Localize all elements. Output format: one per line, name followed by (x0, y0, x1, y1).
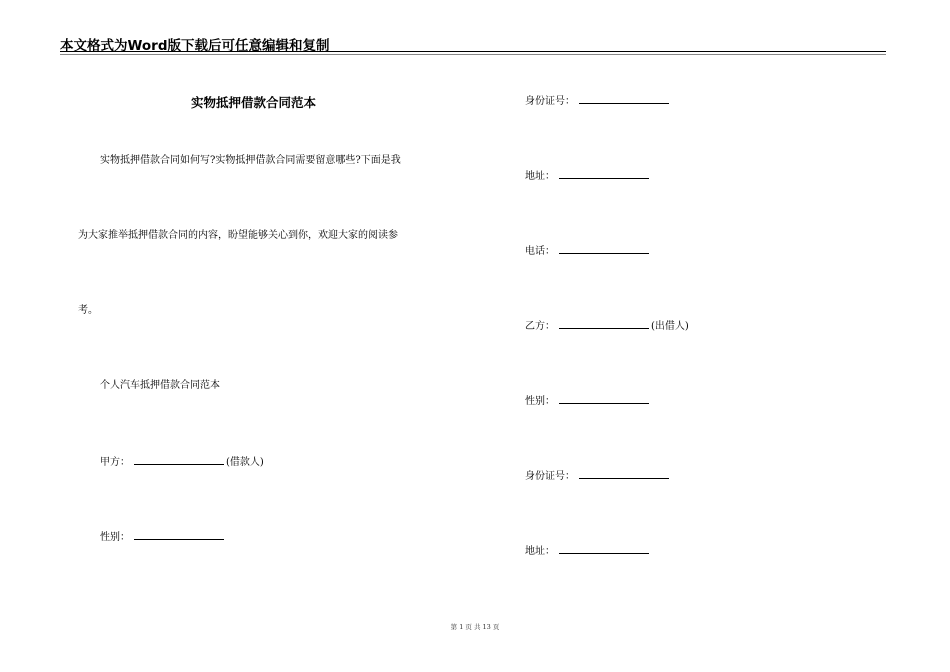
intro-line-2: 为大家推举抵押借款合同的内容，盼望能够关心到你，欢迎大家的阅读参 (78, 230, 398, 241)
address-label-1: 地址： (525, 171, 555, 182)
document-title: 实物抵押借款合同范本 (191, 95, 317, 110)
phone-blank (559, 244, 649, 254)
id-number-blank-2 (579, 469, 669, 479)
address-label-2: 地址： (525, 546, 555, 557)
section-subtitle: 个人汽车抵押借款合同范本 (100, 380, 220, 391)
party-a-suffix: (借款人) (226, 457, 264, 468)
id-number-blank-1 (579, 94, 669, 104)
intro-line-1: 实物抵押借款合同如何写?实物抵押借款合同需要留意哪些?下面是我 (100, 155, 401, 166)
gender-field-left (100, 530, 226, 544)
id-number-field-2 (525, 469, 671, 483)
party-b-blank (559, 319, 649, 329)
gender-blank-left (134, 530, 224, 540)
phone-label: 电话： (525, 246, 555, 257)
address-blank-1 (559, 169, 649, 179)
address-field-2 (525, 544, 651, 558)
address-field-1 (525, 169, 651, 183)
phone-field (525, 244, 651, 258)
gender-label-left: 性别： (100, 532, 130, 543)
id-number-field-1 (525, 94, 671, 108)
address-blank-2 (559, 544, 649, 554)
page-footer: 第 1 页 共 13 页 (450, 623, 500, 631)
party-b-label: 乙方： (525, 321, 555, 332)
gender-blank-right (559, 394, 649, 404)
intro-line-3: 考。 (78, 305, 98, 316)
party-b-suffix: (出借人) (651, 321, 689, 332)
id-number-label-1: 身份证号： (525, 96, 575, 107)
party-b-field (525, 319, 689, 333)
party-a-field (100, 455, 264, 469)
header-divider (60, 54, 886, 55)
id-number-label-2: 身份证号： (525, 471, 575, 482)
party-a-blank (134, 455, 224, 465)
party-a-label: 甲方： (100, 457, 130, 468)
gender-field-right (525, 394, 651, 408)
header-title: 本文格式为Word版下载后可任意编辑和复制 (60, 38, 330, 54)
page-header (60, 35, 886, 52)
gender-label-right: 性别： (525, 396, 555, 407)
